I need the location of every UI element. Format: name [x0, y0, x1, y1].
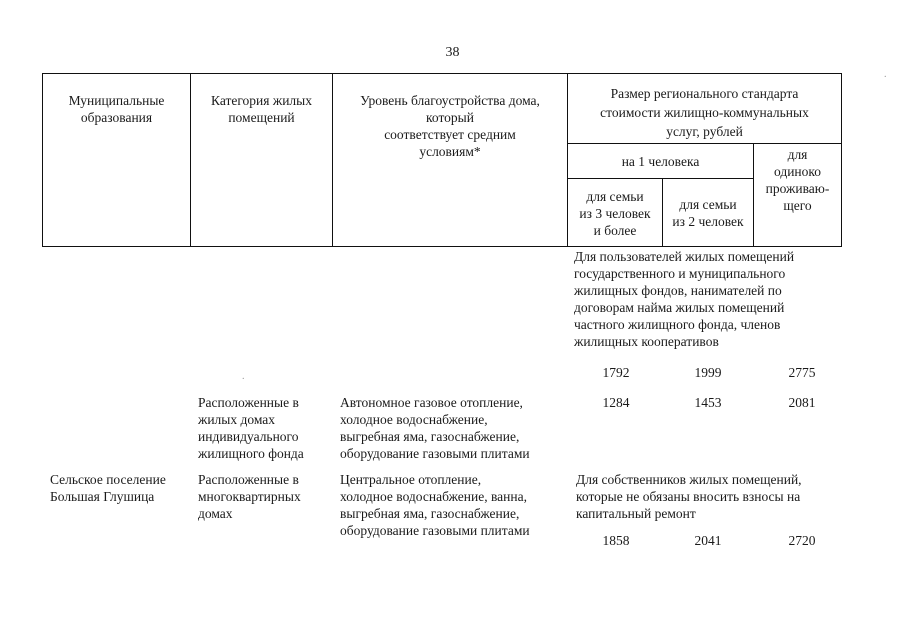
- subheader-divider: [567, 143, 842, 144]
- header-category: Категория жилых помещений: [211, 93, 312, 125]
- subheader-divider-2: [567, 178, 753, 179]
- page-number: 38: [445, 45, 460, 60]
- header-family-3: для семьи из 3 человек и более: [579, 189, 651, 238]
- row-c-family3-value: 1858: [602, 533, 630, 548]
- header-per-person: на 1 человека: [621, 154, 700, 169]
- header-standard-size: Размер регионального стандарта стоимости жилищно-коммунальных услуг, рублей: [600, 86, 809, 139]
- section-owners-note: Для собственников жилых помещений, которые не обязаны вносить взносы на капитальный ремонт: [576, 472, 802, 521]
- header-amenity-level: Уровень благоустройства дома, который соответствует средним условиям*: [360, 93, 540, 159]
- row-a-family2-value: 1999: [694, 365, 722, 380]
- section-users-note: Для пользователей жилых помещений государственного и муниципального жилищных фондов, нанимателей по договорам найма жилых помещений частного жилищного фонда, членов жилищных кооперативов: [574, 249, 795, 349]
- row-c-amenity-level: Центральное отопление, холодное водоснабжение, ванна, выгребная яма, газоснабжение, оборудование газовыми плитами: [340, 472, 530, 538]
- header-family-2: для семьи из 2 человек: [672, 197, 744, 229]
- row-b-family2-value: 1453: [694, 395, 722, 410]
- row-c-category: Расположенные в многоквартирных домах: [198, 472, 301, 521]
- row-b-amenity-level: Автономное газовое отопление, холодное водоснабжение, выгребная яма, газоснабжение, оборудование газовыми плитами: [340, 395, 530, 461]
- scan-speck-edge: .: [884, 69, 887, 80]
- row-a-family3-value: 1792: [602, 365, 630, 380]
- header-municipalities: Муниципальные образования: [68, 93, 165, 125]
- col-border-7: [841, 73, 842, 247]
- header-single-resident: для одиноко проживаю- щего: [765, 147, 830, 213]
- table-top-border: [42, 73, 842, 74]
- scan-speck: .: [242, 371, 245, 382]
- row-a-single-value: 2775: [788, 365, 816, 380]
- row-c-family2-value: 2041: [694, 533, 722, 548]
- row-b-single-value: 2081: [788, 395, 816, 410]
- table-header-bottom-border: [42, 246, 842, 247]
- row-b-category: Расположенные в жилых домах индивидуального жилищного фонда: [198, 395, 304, 461]
- row-c-municipality: Сельское поселение Большая Глушица: [50, 472, 166, 504]
- row-c-single-value: 2720: [788, 533, 816, 548]
- row-b-family3-value: 1284: [602, 395, 630, 410]
